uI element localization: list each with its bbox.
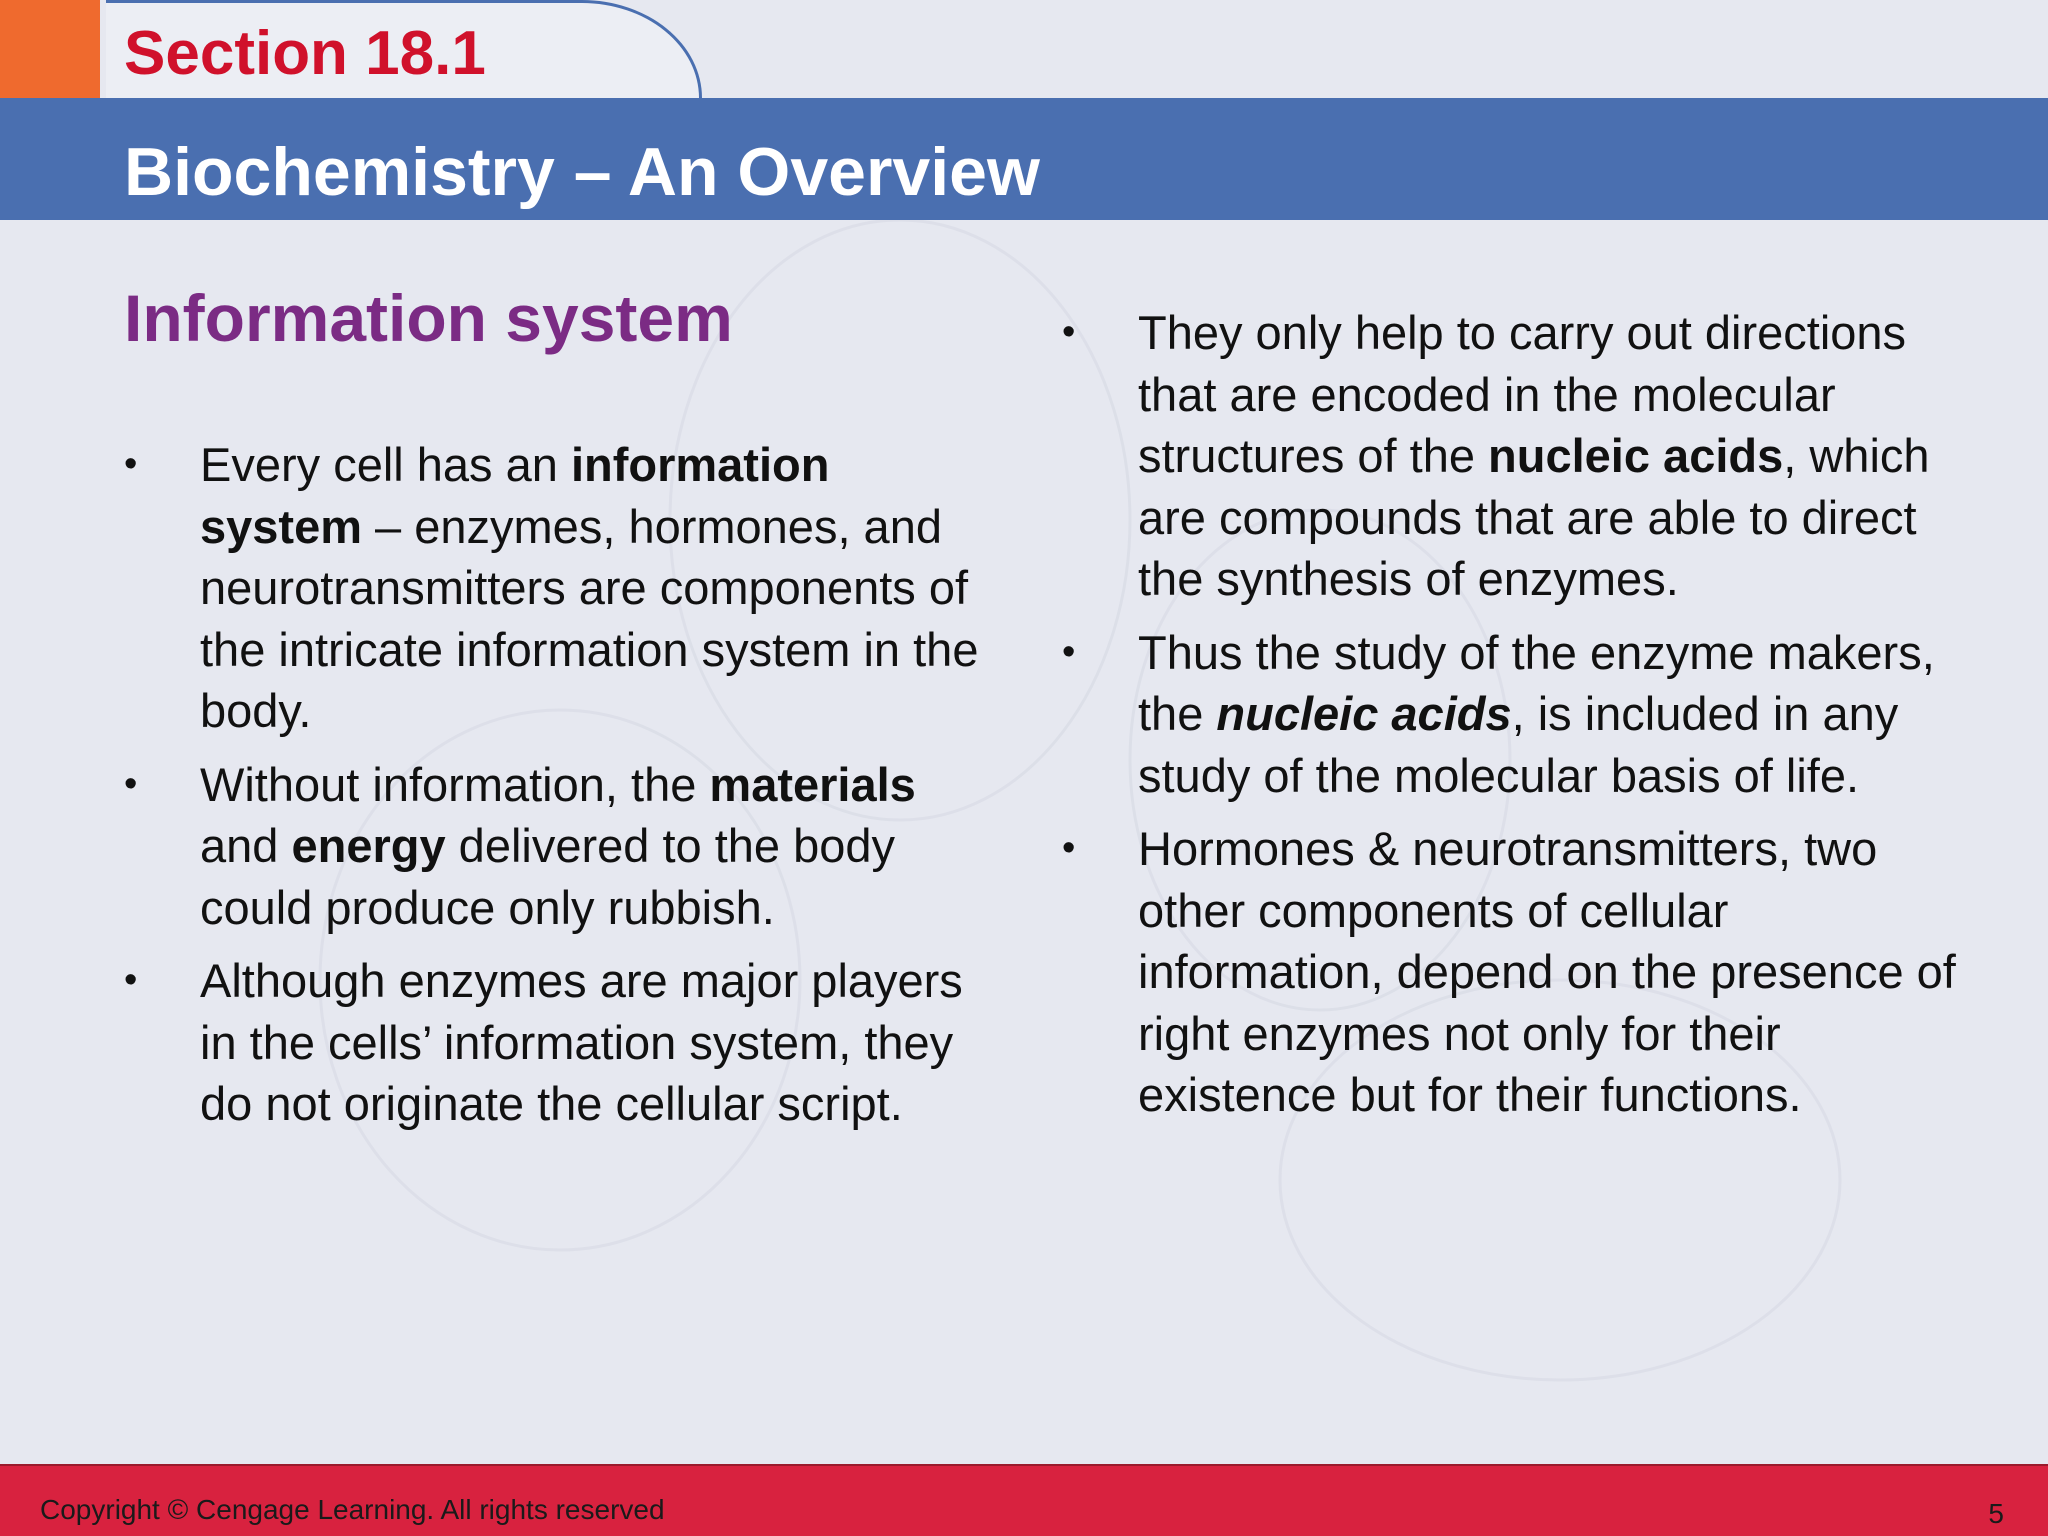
section-label: Section 18.1 xyxy=(124,19,486,88)
bullet-text-run: nucleic acids xyxy=(1216,687,1512,740)
bullet-item xyxy=(1062,622,1962,807)
copyright-text: Copyright © Cengage Learning. All rights reserved xyxy=(40,1494,665,1525)
bullet-marker: • xyxy=(124,443,138,485)
bullet-item xyxy=(1062,302,1962,610)
bullet-text-run: information system xyxy=(200,438,830,553)
bullet-text-run: nucleic acids xyxy=(1488,429,1784,482)
bullet-marker: • xyxy=(124,762,138,805)
bullet-text-run: – enzymes, hormones, and neurotransmitters are components of the intricate information system in the body. xyxy=(200,499,979,737)
bullet-text-run: They only help to carry out directions that are encoded in the molecular structures of the xyxy=(1138,306,1907,482)
bullet-item xyxy=(124,754,1004,939)
slide-title: Biochemistry – An Overview xyxy=(124,134,1040,210)
bullet-text-run: Without information, the xyxy=(200,757,710,811)
bullet-text-run: Every cell has an xyxy=(200,438,571,491)
bullet-marker: • xyxy=(124,959,138,1001)
subheading: Information system xyxy=(124,281,733,355)
bullet-text-run: Although enzymes are major players in the cells’ information system, they do not originate the cellular script. xyxy=(200,954,963,1130)
bullet-item xyxy=(124,434,1004,742)
left-bullet-list xyxy=(124,434,1004,1147)
page-number: 5 xyxy=(1988,1498,2004,1529)
bullet-text-run: materials xyxy=(709,757,916,811)
bullet-text-run: Hormones & neurotransmitters, two other components of cellular information, depend on the presence of right enzymes not only for their existence but for their functions. xyxy=(1138,822,1956,1121)
bullet-text-run: , which are compounds that are able to direct the synthesis of enzymes. xyxy=(1138,429,1930,605)
bullet-marker: • xyxy=(1062,827,1076,869)
bullet-marker: • xyxy=(1062,311,1076,353)
bullet-item xyxy=(124,950,1004,1135)
bullet-text-run: Thus the study of the enzyme makers, the xyxy=(1138,625,1935,740)
bullet-text-run: energy xyxy=(291,819,446,872)
bullet-text-run: delivered to the body could produce only rubbish. xyxy=(200,819,896,934)
accent-square xyxy=(0,0,100,98)
bullet-item xyxy=(1062,818,1962,1126)
bullet-marker: • xyxy=(1062,630,1076,673)
bullet-text-run: and xyxy=(200,819,292,872)
right-bullet-list xyxy=(1062,302,1962,1138)
bullet-text-run: , is included in any study of the molecular basis of life. xyxy=(1138,687,1899,802)
